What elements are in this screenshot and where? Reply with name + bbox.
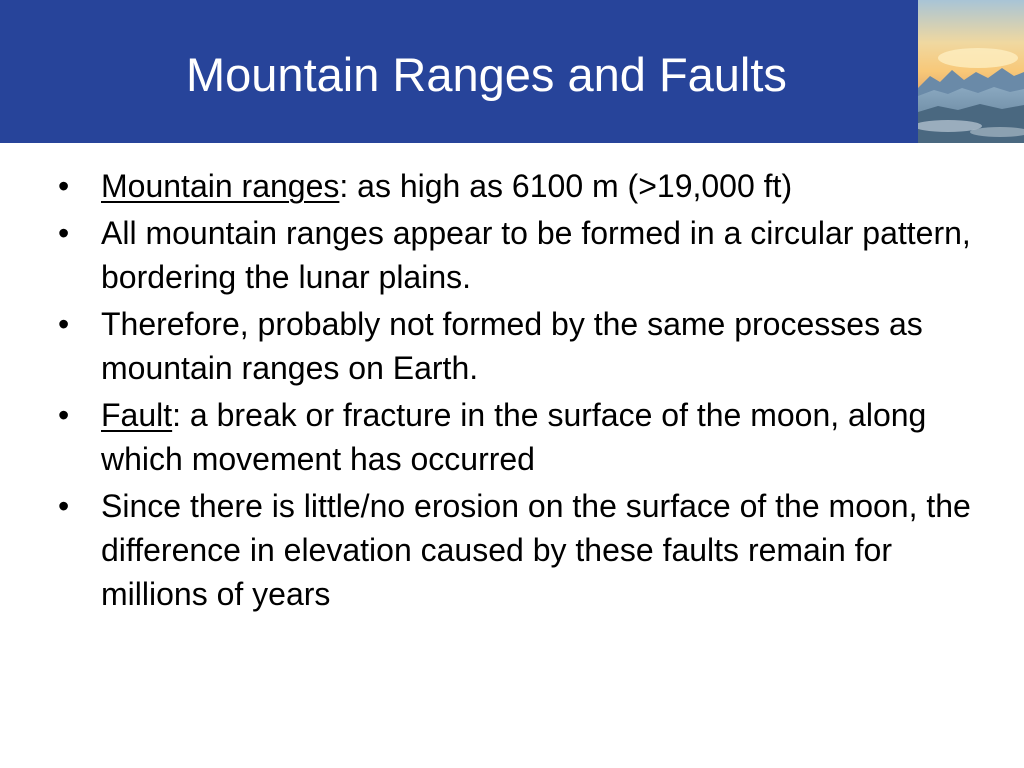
bullet-formation-process	[58, 302, 988, 390]
bullet-text: : as high as 6100 m (>19,000 ft)	[339, 168, 793, 204]
bullet-marker: •	[58, 215, 70, 251]
bullet-text: Therefore, probably not formed by the same processes as mountain ranges on Earth.	[101, 306, 923, 386]
term-fault: Fault	[101, 397, 173, 433]
bullet-marker: •	[58, 168, 70, 204]
mountain-landscape-image	[918, 0, 1024, 143]
bullet-marker: •	[58, 397, 70, 433]
bullet-list	[58, 164, 988, 619]
bullet-circular-pattern	[58, 211, 988, 299]
bullet-erosion	[58, 484, 988, 616]
bullet-text: Since there is little/no erosion on the surface of the moon, the difference in elevation caused by these faults remain for millions of years	[101, 488, 971, 612]
bullet-marker: •	[58, 306, 70, 342]
bullet-text: All mountain ranges appear to be formed in a circular pattern, bordering the lunar plains.	[101, 215, 971, 295]
slide-title: Mountain Ranges and Faults	[186, 48, 787, 101]
bullet-text: : a break or fracture in the surface of the moon, along which movement has occurred	[101, 397, 927, 477]
term-mountain-ranges: Mountain ranges	[101, 168, 340, 204]
mountain-landscape-graphic	[918, 0, 1024, 143]
bullet-fault	[58, 393, 988, 481]
bullet-marker: •	[58, 488, 70, 524]
title-bar	[0, 0, 918, 143]
bullet-mountain-ranges	[58, 164, 988, 208]
